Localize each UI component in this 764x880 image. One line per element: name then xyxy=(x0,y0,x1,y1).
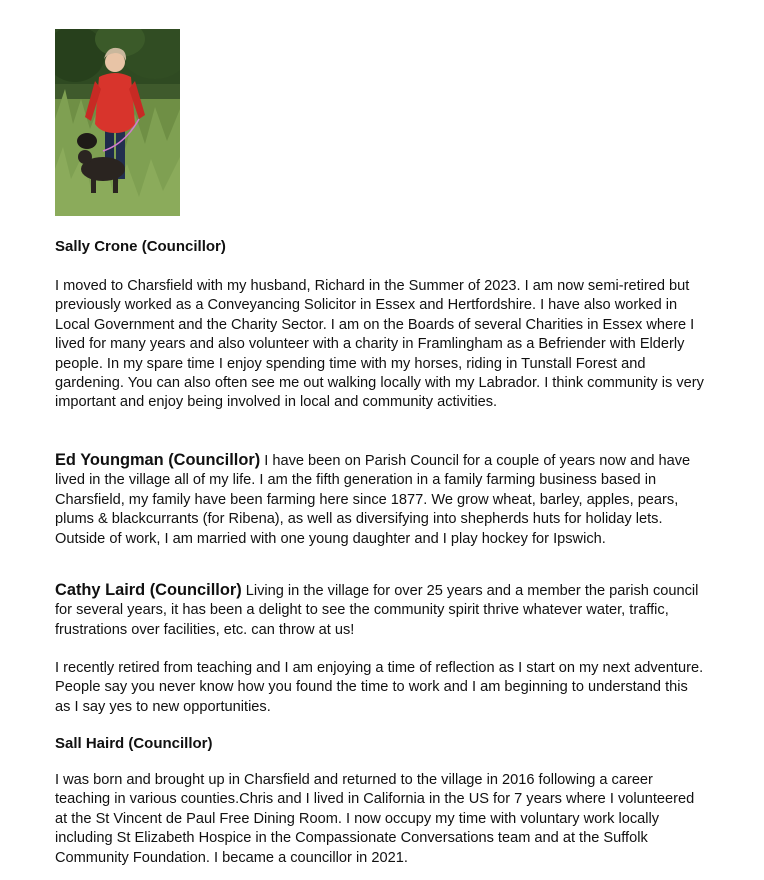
ed-section xyxy=(55,451,705,549)
cathy-bio: Living in the village for over 25 years and a member the parish council for several years, it has been a delight to see the community spirit thrive whatever water, traffic, frustrations over facilities, etc. can throw at us! xyxy=(55,583,699,638)
sally-bio: I moved to Charsfield with my husband, Richard in the Summer of 2023. I am now semi-retired but previously worked as a Conveyancing Solicitor in Essex and Hertfordshire. I have also worked in Local Government and the Charity Sector. I am on the Boards of several Charities in Essex where I lived for many years and also volunteer with a charity in Framlingham as a Befriender with Elderly people. In my spare time I enjoy spending time with my horses, riding in Tunstall Forest and gardening. You can also often see me out walking locally with my Labrador. I think community is very important and enjoy being involved in local and community activities. xyxy=(55,278,704,411)
sall-section xyxy=(55,734,705,753)
sally-section xyxy=(55,237,705,256)
cathy-bio2-block xyxy=(55,659,705,717)
ed-name: Ed Youngman (Councillor) xyxy=(55,451,261,469)
photo-illustration xyxy=(55,29,180,216)
sall-bio-block xyxy=(55,771,705,868)
sally-bio-block xyxy=(55,277,705,413)
cathy-section xyxy=(55,581,705,640)
ed-paragraph xyxy=(55,451,705,549)
sall-bio: I was born and brought up in Charsfield and returned to the village in 2016 following a career teaching in various counties.Chris and I lived in California in the US for 7 years where I volunteered at the St Vincent de Paul Free Dining Room. I now occupy my time with voluntary work locally including St Elizabeth Hospice in the Compassionate Conversations team and at the Suffolk Community Foundation. I became a councillor in 2021. xyxy=(55,772,695,866)
sall-heading: Sall Haird (Councillor) xyxy=(55,735,213,752)
cathy-bio2: I recently retired from teaching and I am enjoying a time of reflection as I start on my next adventure. People say you never know how you found the time to work and I am beginning to understand this as I say yes to new opportunities. xyxy=(55,660,704,715)
councillor-photo xyxy=(55,29,180,216)
sally-heading: Sally Crone (Councillor) xyxy=(55,238,226,255)
cathy-paragraph xyxy=(55,581,705,640)
ed-bio: I have been on Parish Council for a couple of years now and have lived in the village all of my life. I am the fifth generation in a family farming business based in Charsfield, my family have been farming here since 1877. We grow wheat, barley, apples, pears, plums & blackcurrants (for Ribena), as well as diversifying into shepherds huts for holiday lets. Outside of work, I am married with one young daughter and I play hockey for Ipswich. xyxy=(55,453,691,547)
cathy-name: Cathy Laird (Councillor) xyxy=(55,581,242,599)
